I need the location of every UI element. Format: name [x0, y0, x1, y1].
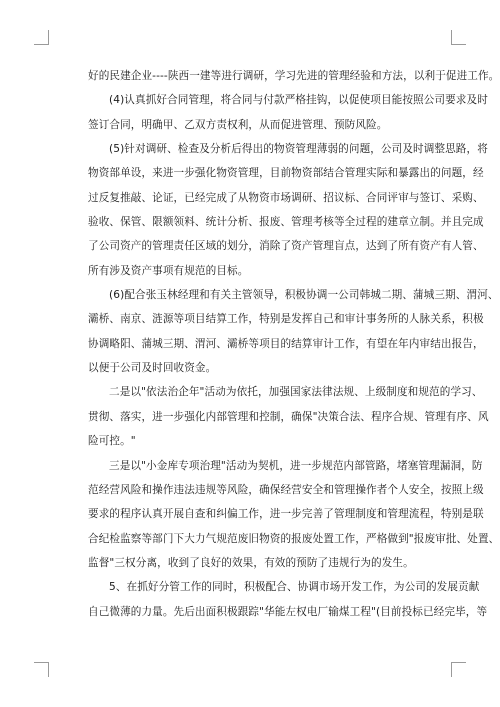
crop-mark-bottom-left: [34, 662, 49, 677]
text-line: 自己微薄的力量。先后出面积极跟踪"华能左权电厂输煤工程"(目前投标已经完毕，等: [88, 605, 488, 618]
text-line: 监督"三权分离，收到了良好的效果，有效的预防了违规行为的发生。: [88, 556, 414, 569]
text-line: 要求的程序认真开展自查和纠偏工作，进一步完善了管理制度和管理流程，特别是联: [88, 508, 484, 521]
text-line: 好的民建企业----陕西一建等进行调研，学习先进的管理经验和方法，以利于促进工作。: [88, 70, 500, 82]
crop-mark-top-left: [34, 30, 49, 45]
text-line: 过反复推敲、论证，已经完成了从物资市场调研、招议标、合同评审与签订、采购、: [88, 191, 484, 204]
text-line: (5)针对调研、检查及分析后得出的物资管理薄弱的问题，公司及时调整思路，将: [109, 143, 488, 156]
text-line: 了公司资产的管理责任区域的划分，消除了资产管理盲点，达到了所有资产有人管、: [88, 240, 484, 253]
text-line: 二是以"依法治企年"活动为依托，加强国家法律法规、上级制度和规范的学习、: [109, 386, 483, 399]
crop-mark-bottom-right: [451, 662, 466, 677]
text-line: 签订合同，明确甲、乙双方责权利，从而促进管理、预防风险。: [88, 118, 388, 131]
text-line: (4)认真抓好合同管理，将合同与付款严格挂钩，以促使项目能按照公司要求及时: [109, 94, 488, 107]
document-body: [88, 64, 500, 624]
text-line: 所有涉及资产事项有规范的目标。: [88, 264, 249, 277]
text-line: 贯彻、落实，进一步强化内部管理和控制，确保"决策合法、程序合规、管理有序、风: [88, 410, 489, 423]
text-line: 验收、保管、限额领料、统计分析、报废、管理考核等全过程的建章立制。并且完成: [88, 216, 484, 229]
text-line: 三是以"小金库专项治理"活动为契机，进一步规范内部管路，堵塞管理漏洞，防: [109, 459, 483, 472]
crop-mark-top-right: [451, 30, 466, 45]
text-line: 物资部单设，来进一步强化物资管理，目前物资部结合管理实际和暴露出的问题，经: [88, 167, 484, 180]
text-line: 范经营风险和操作违法违规等风险，确保经营安全和管理操作者个人安全，按照上级: [88, 483, 484, 496]
text-line: 以便于公司及时回收资金。: [88, 362, 217, 375]
text-line: 合纪检监察等部门下大力气规范废旧物资的报废处置工作，严格做到"报废审批、处置、: [88, 532, 500, 545]
text-line: 5、在抓好分管工作的同时，积极配合、协调市场开发工作，为公司的发展贡献: [109, 581, 480, 594]
text-line: 灞桥、南京、涟源等项目结算工作，特别是发挥自己和审计事务所的人脉关系，积极: [88, 313, 484, 326]
text-line: 协调略阳、蒲城三期、渭河、灞桥等项目的结算审计工作，有望在年内审结出报告，: [88, 337, 484, 350]
text-line: (6)配合张玉林经理和有关主管领导，积极协调一公司韩城二期、蒲城三期、渭河、: [109, 289, 499, 302]
text-line: 险可控。": [88, 435, 136, 448]
